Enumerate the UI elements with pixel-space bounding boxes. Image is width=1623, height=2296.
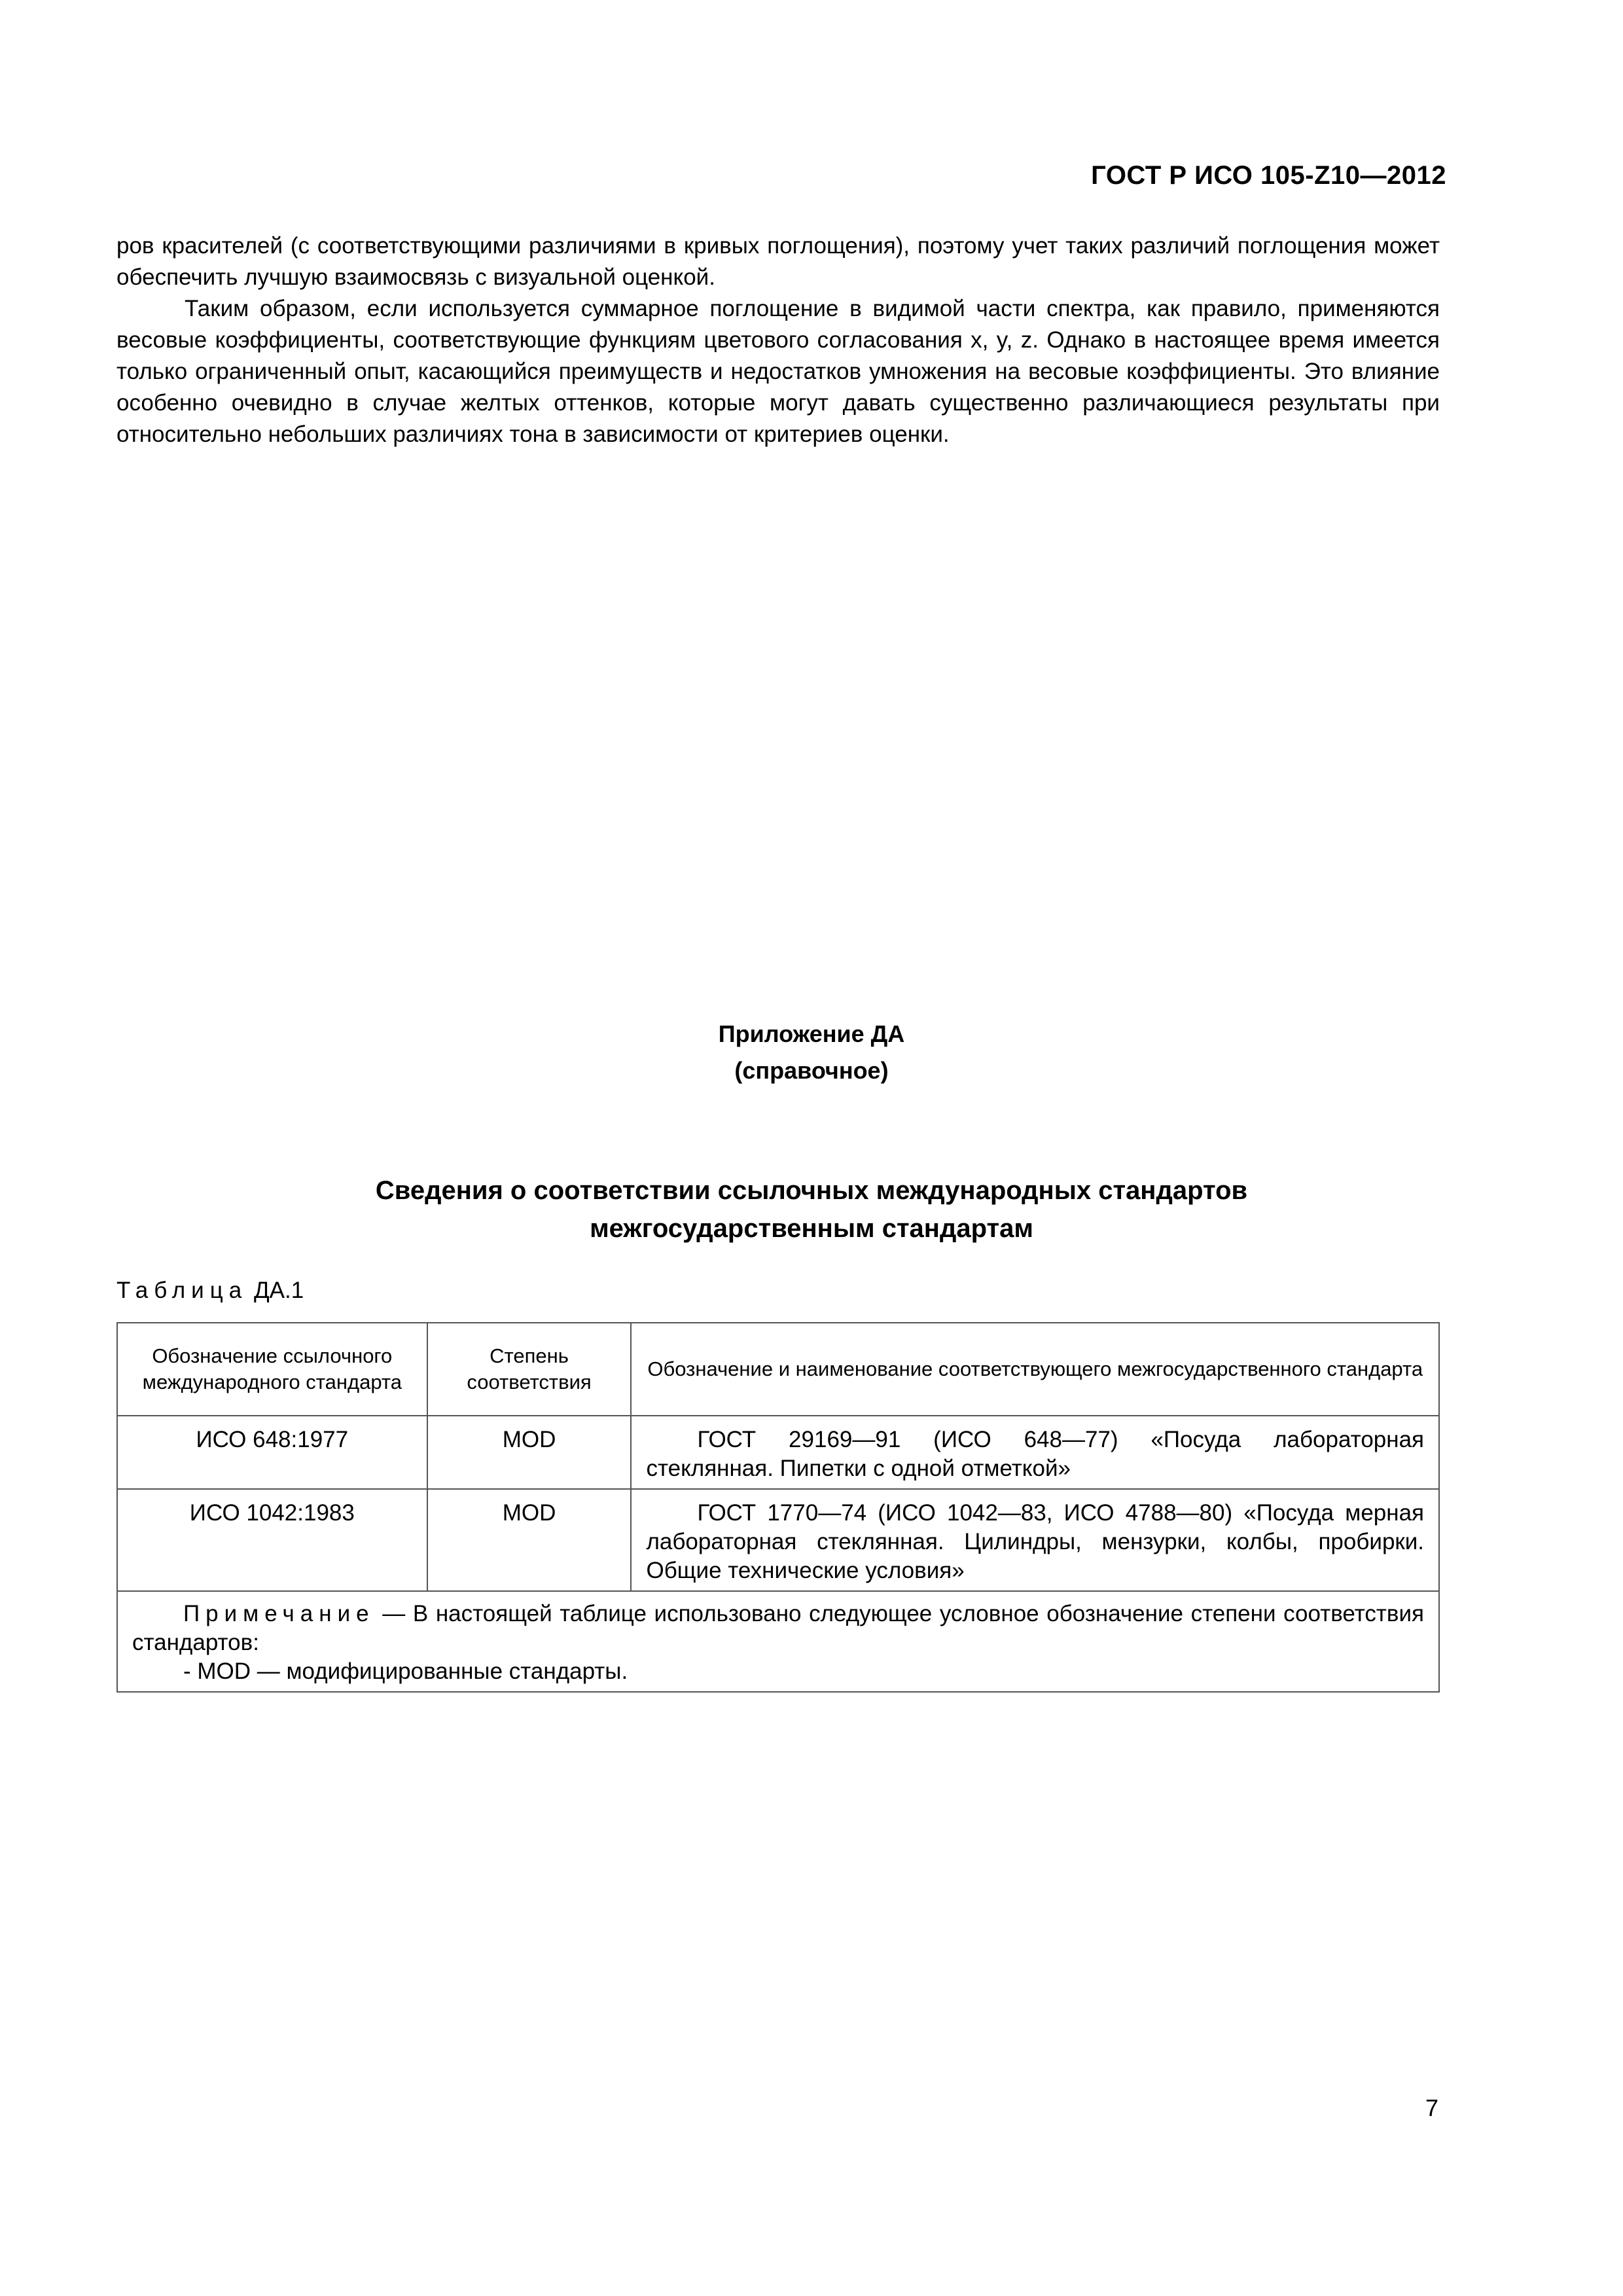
table-header-row — [117, 1323, 1439, 1416]
body-paragraph: ров красителей (с соответствующими различиями в кривых поглощения), поэтому учет таких различий поглощения может обеспечить лучшую взаимосвязь с визуальной оценкой. — [116, 233, 1440, 290]
name-text: ГОСТ 29169—91 (ИСО 648—77) «Посуда лабораторная стеклянная. Пипетки с одной отметкой» — [646, 1427, 1424, 1481]
body-text — [116, 230, 1440, 450]
appendix-title: Приложение ДА — [718, 1020, 905, 1047]
table-caption-label: Таблица — [116, 1278, 248, 1303]
note-item: - MOD — модифицированные стандарты. — [183, 1659, 628, 1684]
appendix-subtitle: (справочное) — [734, 1057, 889, 1084]
note-text — [132, 1600, 1424, 1657]
name-cell — [631, 1489, 1439, 1591]
table-note-row — [117, 1591, 1439, 1692]
section-title — [0, 1172, 1623, 1247]
table-row — [117, 1416, 1439, 1489]
note-label: Примечание — [183, 1601, 375, 1626]
table-row — [117, 1489, 1439, 1591]
name-text: ГОСТ 1770—74 (ИСО 1042—83, ИСО 4788—80) «Посуда мерная лабораторная стеклянная. Цилиндры, мензурки, колбы, пробирки. Общие технические условия» — [646, 1500, 1424, 1583]
degree-cell: MOD — [427, 1416, 632, 1489]
header-cell: Обозначение и наименование соответствующего межгосударственного стандарта — [631, 1323, 1439, 1416]
note-body: — В настоящей таблице использовано следующее условное обозначение степени соответствия стандартов: — [132, 1601, 1424, 1655]
page-number: 7 — [1425, 2094, 1438, 2121]
section-title-line: межгосударственным стандартам — [590, 1214, 1033, 1243]
table-caption — [116, 1278, 304, 1304]
section-title-line: Сведения о соответствии ссылочных международных стандартов — [375, 1176, 1248, 1205]
note-cell — [117, 1591, 1439, 1692]
body-paragraph: Таким образом, если используется суммарное поглощение в видимой части спектра, как правило, применяются весовые коэффициенты, соответствующие функциям цветового согласования x, y, z. Однако в настоящее время имеется только ограниченный опыт, касающийся преимуществ и недостатков умножения на весовые коэффициенты. Это влияние особенно очевидно в случае желтых оттенков, которые могут давать существенно различающиеся результаты при относительно небольших различиях тона в зависимости от критериев оценки. — [116, 296, 1440, 447]
standard-cell: ИСО 1042:1983 — [117, 1489, 427, 1591]
header-cell: Обозначение ссылочного международного стандарта — [117, 1323, 427, 1416]
document-header: ГОСТ Р ИСО 105-Z10—2012 — [1091, 161, 1446, 190]
table-caption-id: ДА.1 — [253, 1278, 304, 1303]
degree-cell: MOD — [427, 1489, 632, 1591]
header-cell: Степень соответствия — [427, 1323, 632, 1416]
standards-table — [116, 1322, 1440, 1693]
standard-cell: ИСО 648:1977 — [117, 1416, 427, 1489]
name-cell — [631, 1416, 1439, 1489]
appendix-heading — [0, 1016, 1623, 1089]
